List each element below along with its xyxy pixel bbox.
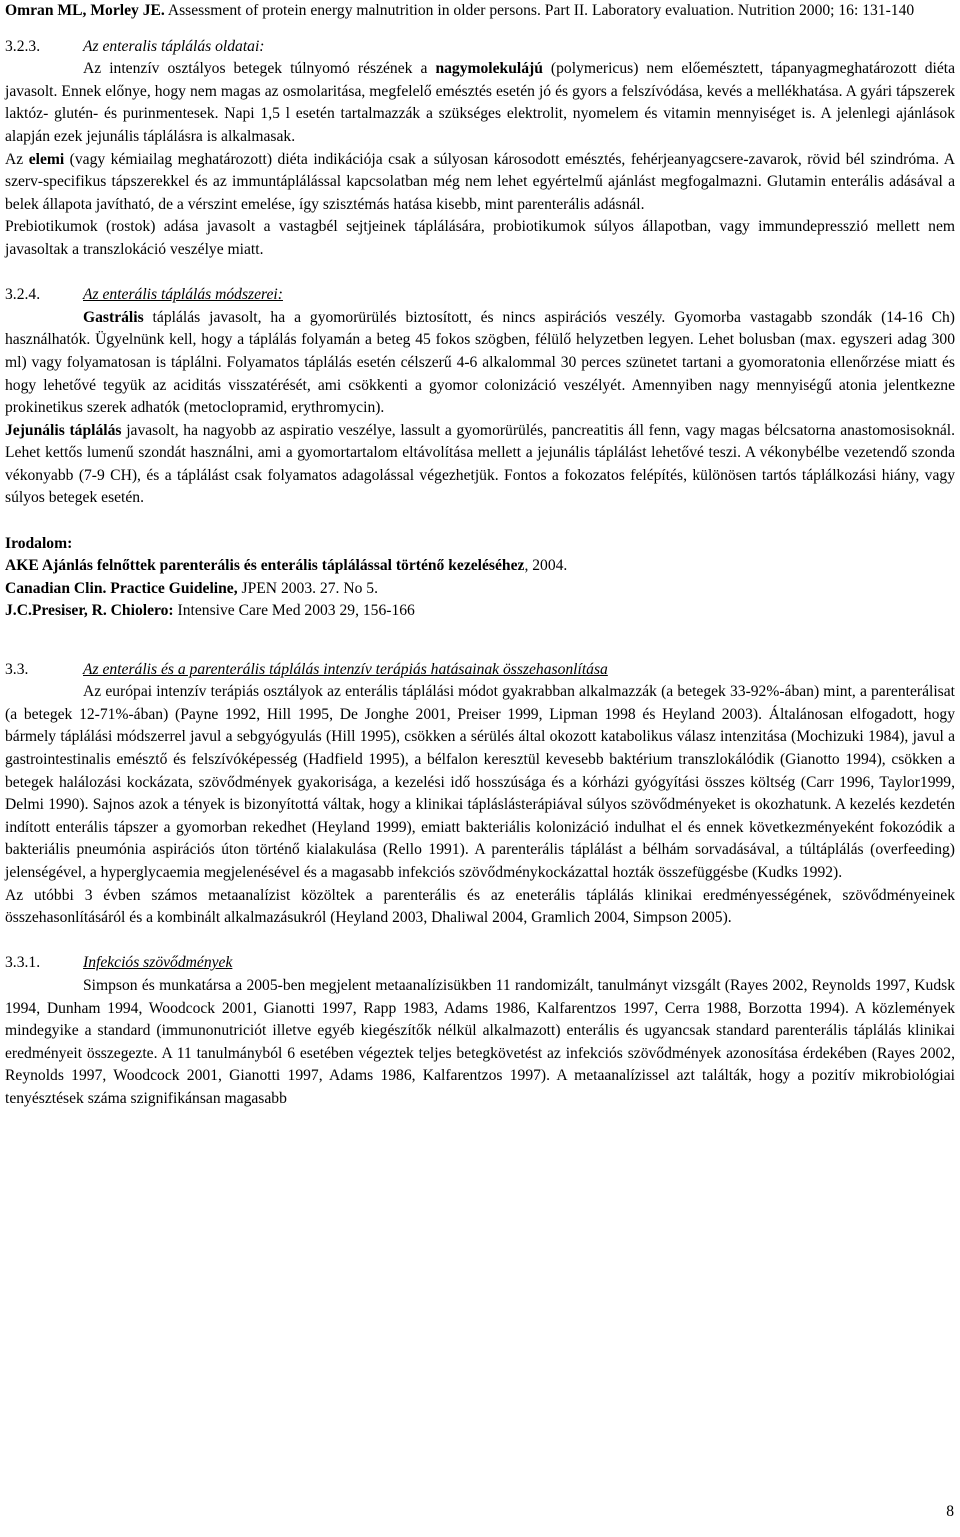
text-run: (polymericus) nem előemésztett, tápanyagmeghatározott diéta javasolt. Ennek előnye, hogy nem magas az osmolaritása, megfelelő emésztés esetén jó és gyors a felszívódása, kevés a mellékhatása. A gyári tápszerek laktóz- glutén- és purinmentesek. Napi 1,5 l esetén tartalmazzák a szükséges elektrolit, nyomelem és vitamin mennyiséget is. A jelenlegi ajánlások alapján ezek jejunális táplálásra is alkalmasak. — [5, 60, 956, 145]
text-run: Az intenzív osztályos betegek túlnyomó részének a — [83, 60, 436, 78]
document-page — [5, 0, 955, 1111]
text-run: (vagy kémiailag meghatározott) diéta indikációja csak a súlyosan károsodott emésztés, fehérjeanyagcsere-zavarok, rövid bél szindróma. A szerv-specifikus tápszerekkel és az immuntáplálással kapcsolatban még nem lehet egyértelmű ajánlást megfogalmazni. Glutamin enterális adásával a belek állapota javítható, de a vérszint emelése, így szisztémás hatása kisebb, mint parenterális adásnál. — [5, 150, 955, 213]
text-run: Az — [5, 150, 29, 168]
paragraph: Prebiotikumok (rostok) adása javasolt a vastagbél sejtjeinek táplálására, probiotikumok súlyos állapotban, vagy immundepresszió mellett nem javasoltak a transzlokáció veszélye miatt. — [5, 218, 955, 258]
page-number: 8 — [946, 1503, 954, 1520]
reference-detail: Intensive Care Med 2003 29, 156-166 — [173, 602, 415, 620]
text-run: javasolt, ha nagyobb az aspiratio veszélye, lassult a gyomorürülés, pancreatitis áll fenn, vagy magas bélcsatorna anastomosisoknál. Lehet kettős lumenű szondát használni, ami a gyomortartalom eltávolítása mellett a jejunális táplálást lehetővé teszi. A vékonybélbe vezetendő szonda vékonyabb (7-9 CH), és a táplálást csak folyamatos adagolással végezhetjük. Fontos a fokozatos felépítés, különösen tartós táplálkozási hiány, vagy súlyos betegek esetén. — [5, 421, 955, 507]
section-title: Az enterális és a parenterális táplálás intenzív terápiás hatásainak összehasonlítása — [83, 660, 608, 678]
reference-title: Canadian Clin. Practice Guideline, — [5, 579, 238, 597]
citation — [5, 0, 955, 23]
citation-rest: Assessment of protein energy malnutrition in older persons. Part II. Laboratory evaluation. Nutrition 2000; 16: 131-140 — [164, 2, 915, 19]
section-title: Az enteralis táplálás oldatai: — [83, 37, 265, 55]
section-number: 3.2.4. — [5, 286, 41, 304]
bold-term: Gastrális — [83, 308, 144, 326]
section-heading-3-2-3 — [5, 36, 955, 59]
section-number: 3.3. — [5, 660, 29, 678]
citation-authors: Omran ML, Morley JE. — [5, 2, 165, 19]
paragraph — [5, 58, 955, 148]
paragraph — [5, 420, 955, 510]
paragraph: Simpson és munkatársa a 2005-ben megjelent metaanalízisükben 11 randomizált, tanulmányt vizsgált (Rayes 2002, Reynolds 1997, Kudsk 1994, Dunham 1994, Woodcock 2001, Gianotti 1997, Rapp 1983, Adams 1986, Kalfarentzos 1997, Cerra 1988, Borzotta 1994). A közlemények mindegyike a standard (immunonutriciót illetve egyéb kiegészítők nélkül alkalmazott) enterális és ugyancsak standard parenterális táplálás klinikai eredményeit összegezte. A 11 tanulmányból 6 esetében végeztek teljes betegkövetést az infekciós szövődmények azonosítása érdekében (Rayes 2002, Reynolds 1997, Woodcock 2001, Gianotti 1997, Adams 1986, Kalfarentzos 1997). A metaanalízissel azt találták, hogy a pozitív mikrobiológiai tenyésztések száma szignifikánsan magasabb — [5, 976, 955, 1107]
bold-term: Jejunális táplálás — [5, 421, 122, 439]
reference-title: J.C.Presiser, R. Chiolero: — [5, 602, 174, 620]
section-title: Az enterális táplálás módszerei: — [83, 286, 283, 304]
reference-detail: , 2004. — [524, 557, 568, 575]
paragraph — [5, 149, 955, 217]
reference-detail: JPEN 2003. 27. No 5. — [237, 579, 378, 597]
section-heading-3-3 — [5, 659, 955, 682]
section-title: Infekciós szövődmények — [83, 954, 233, 972]
reference-item — [5, 555, 955, 578]
section-heading-3-3-1 — [5, 952, 955, 975]
paragraph: Az európai intenzív terápiás osztályok az enterális táplálási módot gyakrabban alkalmazzák (a betegek 33-92%-ában) mint, a parenterálisat (a betegek 12-71%-ában) (Payne 1992, Hill 1995, De Jonghe 2001, Preiser 1999, Lipman 1998 és Heyland 2003). Általánosan elfogadott, hogy bármely táplálási módszerrel javul a sebgyógyulás (Hill 1995), csökken a sérülés által okozott katabolikus válasz intenzitása (Mochizuki 1984), javul a gastrointestinalis emésztő és felszívóképesség (Hadfield 1995), a bélfalon keresztül kevesebb baktérium transzlokálódik (Gianotto 1994), csökken a betegek halálozási kockázata, szövődmények gyakorisága, a kezelési idő hosszúsága és a kórházi gyógyítási összes költség (Carr 1996, Taylor1999, Delmi 1990). Sajnos azok a tények is bizonyítottá váltak, hogy a klinikai tápláslásterápiával súlyos szövődményeket is okozhatunk. A kezelés kezdetén indított enterális tápszer a gyomorban rekedhet (Heyland 1999), emiatt bakteriális kolonizáció indulhat el és ennek következményeként fokozódik a bakteriális pneumónia aspirációs úton történő kialakulása (Rello 1991). A parenterális táplálást a bélhám sorvadásával, a túltáplálás (overfeeding) jelenségével, a hyperglycaemia megjelenésével és a magasabb infekciós szövődménykockázattal hozták összefüggésbe (Kudks 1992). — [5, 683, 955, 881]
section-number: 3.2.3. — [5, 37, 41, 55]
section-heading-3-2-4 — [5, 284, 955, 307]
paragraph — [5, 307, 955, 420]
paragraph: Az utóbbi 3 évben számos metaanalízist közöltek a parenterális és az eneterális táplálás klinikai eredményességének, szövődményeinek összehasonlításáról és a kombinált alkalmazásukról (Heyland 2003, Dhaliwal 2004, Gramlich 2004, Simpson 2005). — [5, 886, 955, 927]
reference-title: AKE Ajánlás felnőttek parenterális és enterális táplálással történő kezeléséhez — [5, 557, 525, 575]
references-heading: Irodalom: — [5, 534, 73, 552]
text-run: táplálás javasolt, ha a gyomorürülés biztosított, és nincs aspirációs veszély. Gyomorba vastagabb szondák (14-16 Ch) használhatók. Ügyelnünk kell, hogy a táplálás folyamán a beteg 45 fokos szögben, félülő helyzetben legyen. Lehet bolusban (max. egyszeri adag 300 ml) vagy folyamatosan is táplálni. Folyamatos táplálás esetén célszerű 4-6 alkalommal 30 perces szünetet tartani a gyomoratonia ellenőrzése miatt és hogy lehetővé tegyük az aciditás visszatérését, ami csökkenti a gyomor colonizáció veszélyét. Amennyiben nagy mennyiségű atonia jelentkezne prokinetikus szerek adhatók (metoclopramid, erythromycin). — [5, 308, 955, 417]
reference-item — [5, 600, 955, 623]
bold-term: nagymolekulájú — [435, 60, 543, 78]
bold-term: elemi — [28, 150, 65, 168]
reference-item — [5, 578, 955, 601]
section-number: 3.3.1. — [5, 954, 41, 972]
